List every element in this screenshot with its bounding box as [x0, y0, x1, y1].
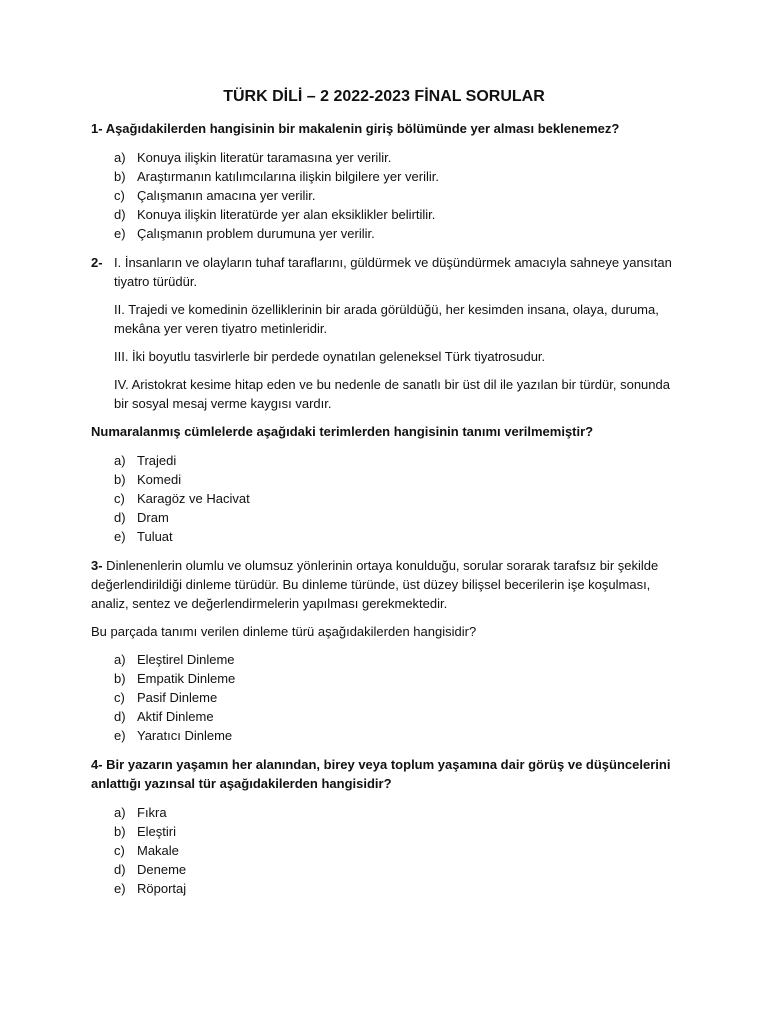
question-2-options — [91, 451, 681, 546]
option-item: a) Konuya ilişkin literatür taramasına yer verilir. — [114, 150, 392, 165]
option-item: e) Tuluat — [114, 529, 173, 544]
question-3-question: Bu parçada tanımı verilen dinleme türü aşağıdakilerden hangisidir? — [91, 624, 477, 639]
option-item: e) Röportaj — [114, 881, 187, 896]
question-2 — [91, 253, 681, 422]
question-4-options — [91, 803, 681, 898]
option-item: a) Trajedi — [114, 453, 177, 468]
statement-3: III. İki boyutlu tasvirlerle bir perdede oynatılan geleneksel Türk tiyatrosudur. — [114, 349, 546, 364]
option-item: d) Konuya ilişkin literatürde yer alan eksiklikler belirtilir. — [114, 207, 436, 222]
option-item: b) Komedi — [114, 472, 182, 487]
option-item: c) Makale — [114, 843, 179, 858]
option-item: d) Dram — [114, 510, 169, 525]
option-item: e) Yaratıcı Dinleme — [114, 728, 233, 743]
statement-1: I. İnsanların ve olayların tuhaf taraflarını, güldürmek ve düşündürmek amacıyla sahneye yansıtan tiyatro türüdür. — [114, 255, 672, 289]
option-item: b) Araştırmanın katılımcılarına ilişkin bilgilere yer verilir. — [114, 169, 439, 184]
option-item: c) Çalışmanın amacına yer verilir. — [114, 188, 316, 203]
question-3-options — [91, 650, 681, 745]
option-item: e) Çalışmanın problem durumuna yer verilir. — [114, 226, 375, 241]
question-4-text: 4- Bir yazarın yaşamın her alanından, birey veya toplum yaşamına dair görüş ve düşüncelerini anlattığı yazınsal tür aşağıdakilerden hangisidir? — [91, 757, 671, 791]
option-item: b) Eleştiri — [114, 824, 177, 839]
document-content — [91, 119, 681, 908]
question-3-text: 3- Dinlenenlerin olumlu ve olumsuz yönlerinin ortaya konulduğu, sorular sorarak tarafsız bir şekilde değerlendirildiği dinleme türüdür. Bu dinleme türünde, üst düzey bilişsel becerilerin işe koşulması, analiz, sentez ve değerlendirmelerin yapılması gerekmektedir. — [91, 558, 659, 611]
page-title: TÜRK DİLİ – 2 2022-2023 FİNAL SORULAR — [223, 88, 545, 105]
question-1-options — [91, 148, 681, 243]
option-item: b) Empatik Dinleme — [114, 671, 236, 686]
option-item: d) Deneme — [114, 862, 187, 877]
statement-4: IV. Aristokrat kesime hitap eden ve bu nedenle de sanatlı bir üst dil ile yazılan bir türdür, sonunda bir sosyal mesaj verme kaygısı vardır. — [114, 377, 670, 411]
question-2-text: Numaralanmış cümlelerde aşağıdaki terimlerden hangisinin tanımı verilmemiştir? — [91, 424, 594, 439]
question-1-text: 1- Aşağıdakilerden hangisinin bir makalenin giriş bölümünde yer alması beklenemez? — [91, 121, 620, 136]
statement-2: II. Trajedi ve komedinin özelliklerinin bir arada görüldüğü, her kesimden insana, olaya, duruma, mekâna yer veren tiyatro metinleridir. — [114, 302, 659, 336]
option-item: c) Karagöz ve Hacivat — [114, 491, 250, 506]
question-3-number: 3- — [91, 558, 103, 573]
option-item: a) Eleştirel Dinleme — [114, 652, 235, 667]
option-item: d) Aktif Dinleme — [114, 709, 214, 724]
option-item: c) Pasif Dinleme — [114, 690, 218, 705]
option-item: a) Fıkra — [114, 805, 167, 820]
question-2-number: 2- — [91, 255, 103, 270]
